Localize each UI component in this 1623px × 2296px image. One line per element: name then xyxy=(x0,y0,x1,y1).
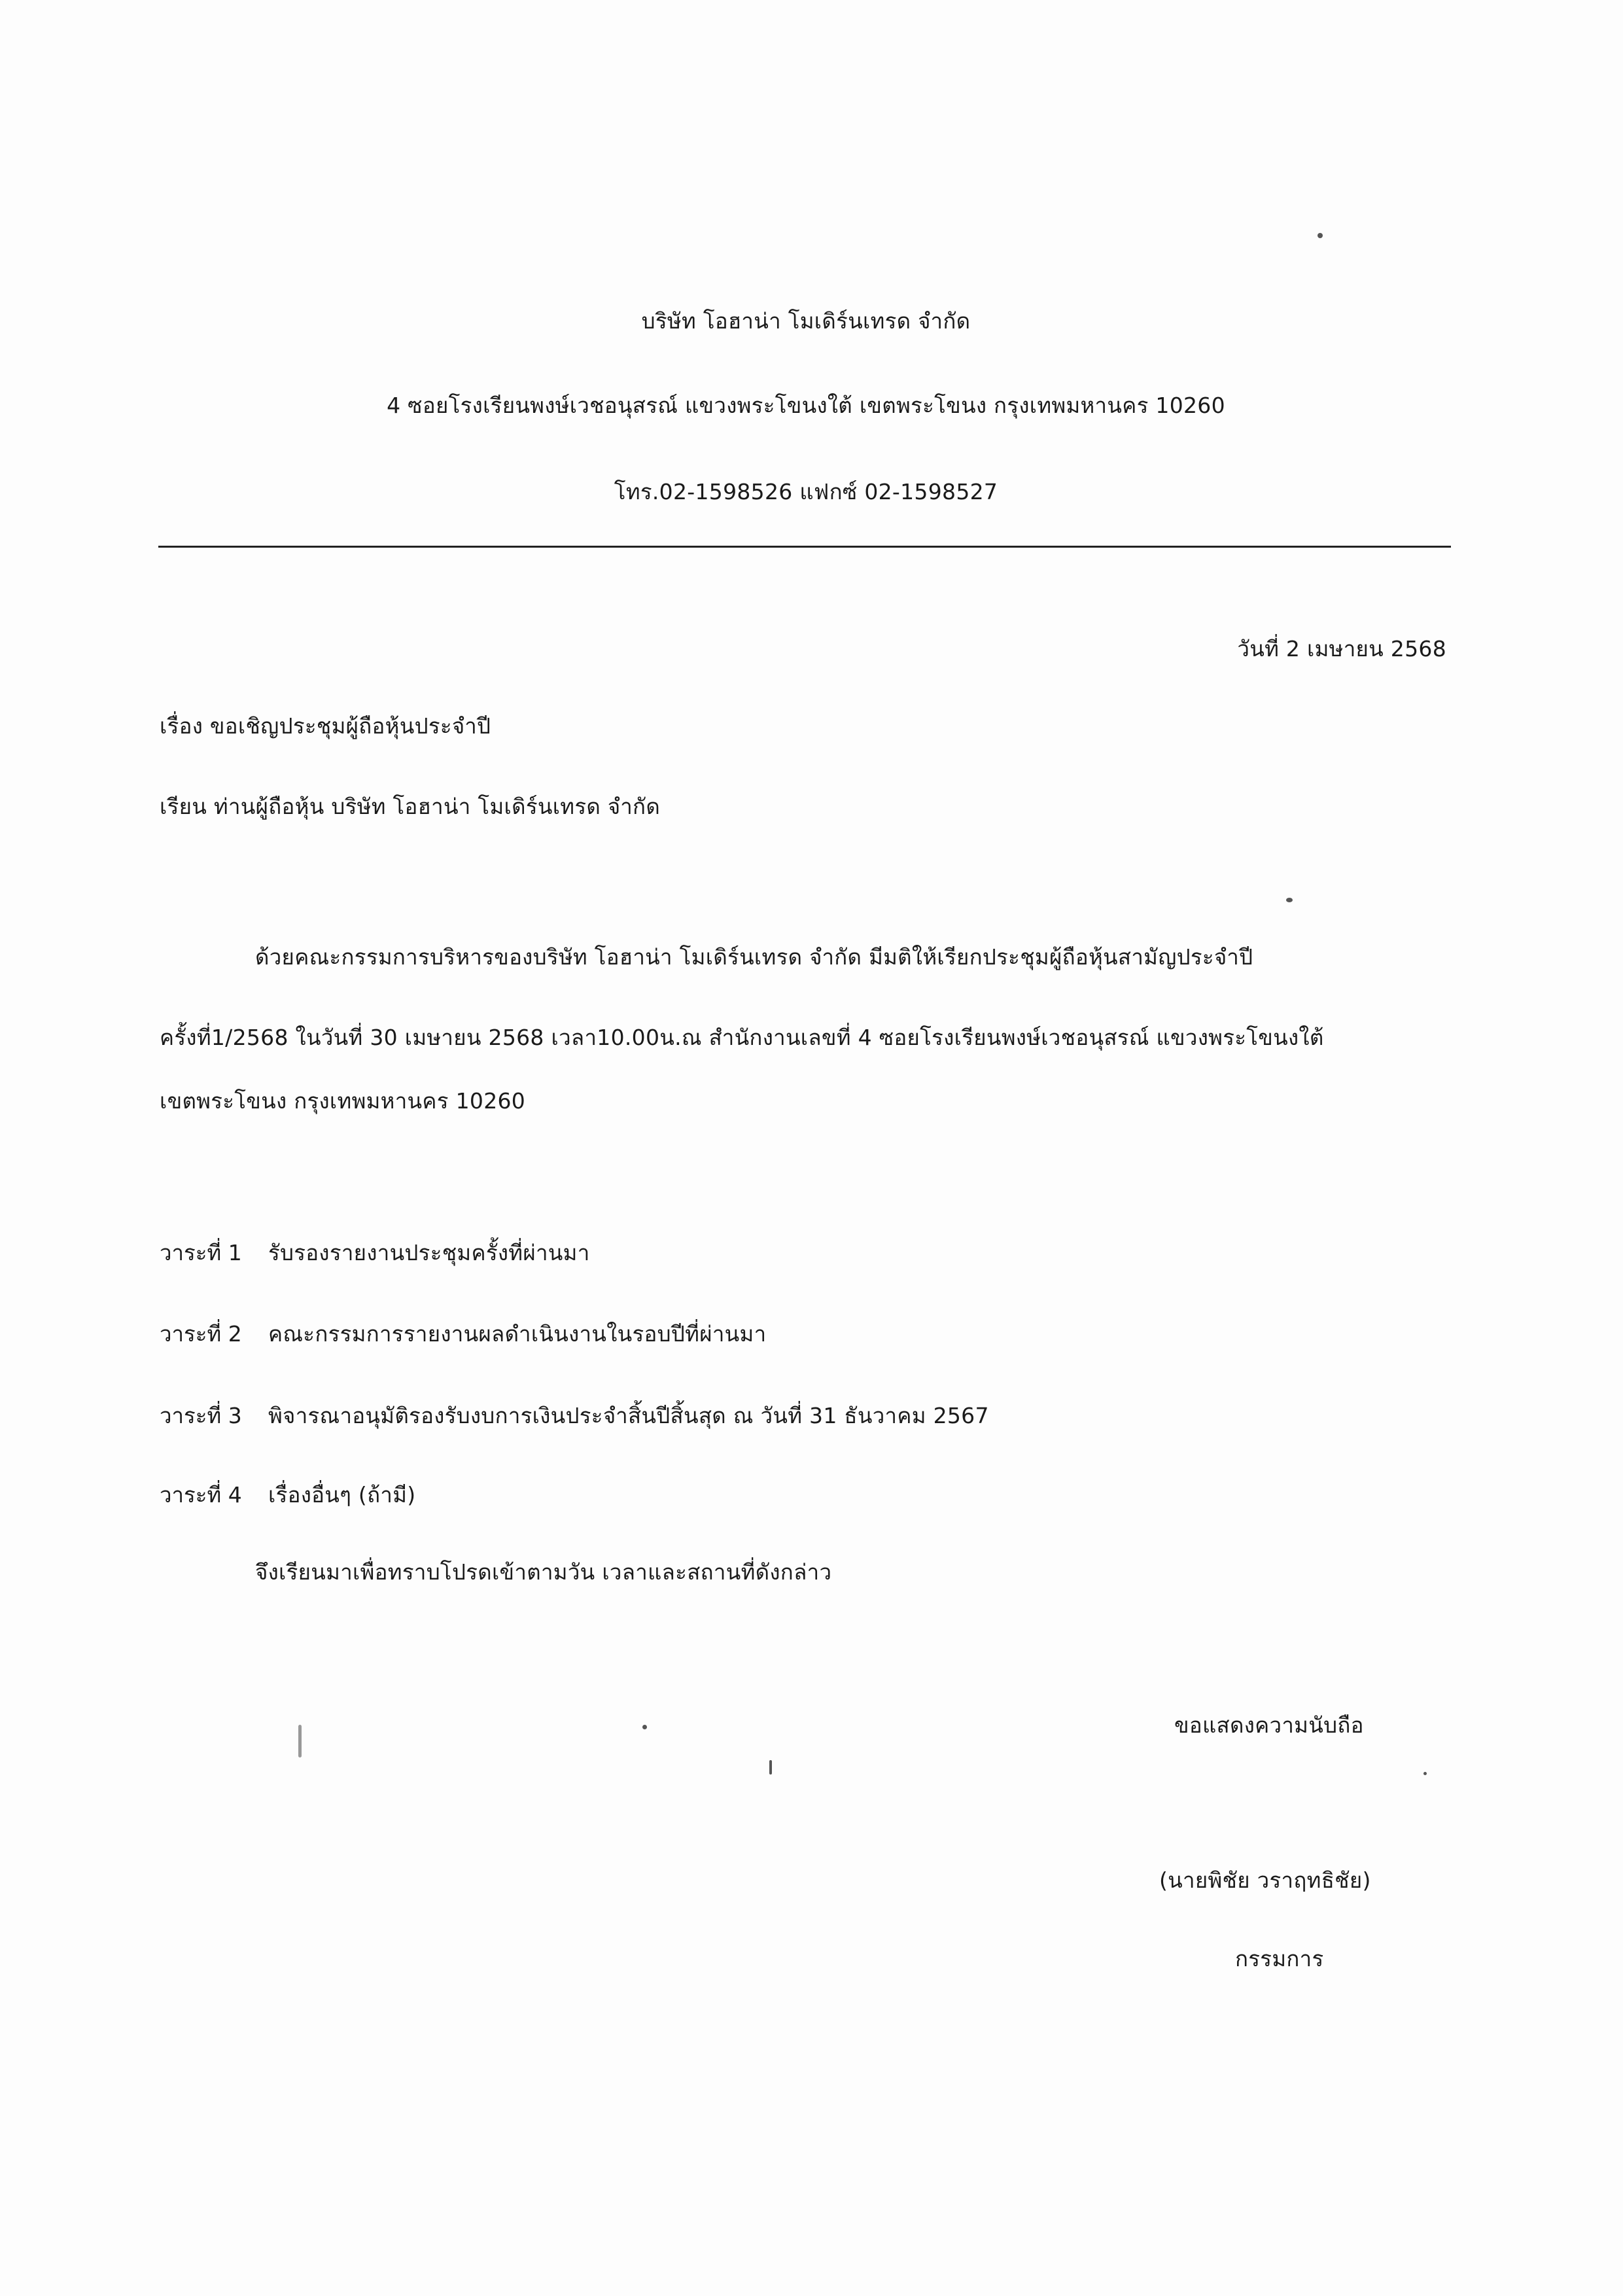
scan-speck xyxy=(298,1725,302,1757)
company-name: บริษัท โอฮาน่า โมเดิร์นเทรด จำกัด xyxy=(641,308,971,334)
agenda-number: วาระที่ 3 xyxy=(160,1403,242,1428)
body-line-1: ด้วยคณะกรรมการบริหารของบริษัท โอฮาน่า โมเดิร์นเทรด จำกัด มีมติให้เรียกประชุมผู้ถือหุ้นสามัญประจำปี xyxy=(255,944,1253,970)
agenda-text: เรื่องอื่นๆ (ถ้ามี) xyxy=(268,1482,416,1508)
signatory-name: (นายพิชัย วราฤทธิชัย) xyxy=(1159,1867,1371,1893)
letter-recipient: เรียน ท่านผู้ถือหุ้น บริษัท โอฮาน่า โมเดิร์นเทรด จำกัด xyxy=(160,794,661,819)
scan-speck xyxy=(1286,898,1293,902)
agenda-number: วาระที่ 2 xyxy=(160,1321,242,1347)
scan-speck xyxy=(769,1760,772,1775)
closing-note: จึงเรียนมาเพื่อทราบโปรดเข้าตามวัน เวลาและสถานที่ดังกล่าว xyxy=(255,1559,832,1585)
agenda-text: คณะกรรมการรายงานผลดำเนินงานในรอบปีที่ผ่านมา xyxy=(268,1321,767,1347)
body-line-3: เขตพระโขนง กรุงเทพมหานคร 10260 xyxy=(160,1088,526,1114)
scan-speck xyxy=(1318,233,1323,238)
signatory-position: กรรมการ xyxy=(1235,1946,1324,1971)
company-address: 4 ซอยโรงเรียนพงษ์เวชอนุสรณ์ แขวงพระโขนงใต้ เขตพระโขนง กรุงเทพมหานคร 10260 xyxy=(387,393,1225,418)
agenda-number: วาระที่ 1 xyxy=(160,1240,242,1265)
company-contact: โทร.02-1598526 แฟกซ์ 02-1598527 xyxy=(614,479,998,504)
letter-date: วันที่ 2 เมษายน 2568 xyxy=(1237,636,1446,662)
body-line-2: ครั้งที่1/2568 ในวันที่ 30 เมษายน 2568 เวลา10.00น.ณ สำนักงานเลขที่ 4 ซอยโรงเรียนพงษ์เวชอนุสรณ์ แขวงพระโขนงใต้ xyxy=(160,1025,1324,1050)
scan-speck xyxy=(1423,1772,1427,1775)
agenda-number: วาระที่ 4 xyxy=(160,1482,242,1508)
letterhead-divider xyxy=(158,546,1451,548)
agenda-text: รับรองรายงานประชุมครั้งที่ผ่านมา xyxy=(268,1240,590,1265)
agenda-text: พิจารณาอนุมัติรองรับงบการเงินประจำสิ้นปีสิ้นสุด ณ วันที่ 31 ธันวาคม 2567 xyxy=(268,1403,989,1428)
regards-text: ขอแสดงความนับถือ xyxy=(1174,1712,1364,1738)
scan-speck xyxy=(642,1725,647,1729)
letter-subject: เรื่อง ขอเชิญประชุมผู้ถือหุ้นประจำปี xyxy=(160,713,491,739)
